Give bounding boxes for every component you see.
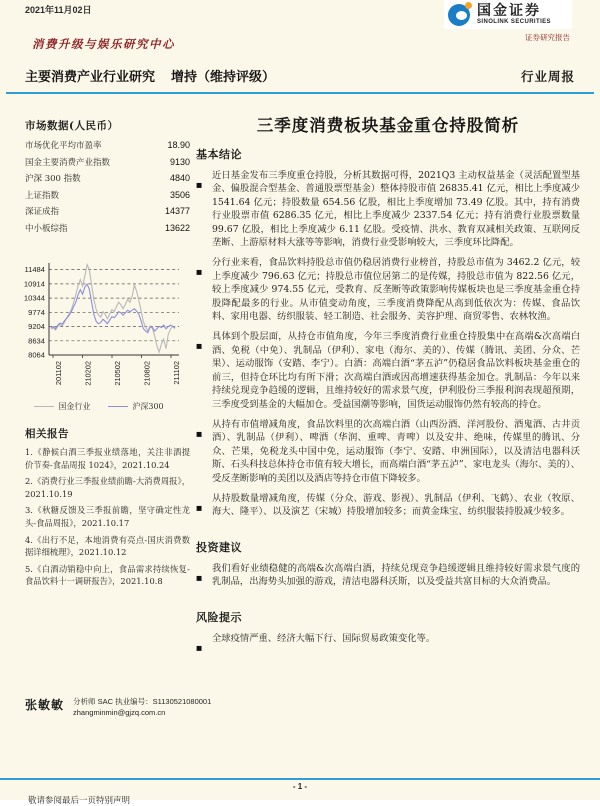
market-data-row — [25, 221, 190, 238]
related-reports — [25, 426, 190, 588]
report-date: 2021年11月02日 — [25, 5, 92, 15]
brand-names — [477, 4, 551, 25]
svg-text:8064: 8064 — [28, 350, 45, 360]
market-data-row — [25, 138, 190, 155]
mini-chart-svg — [9, 257, 189, 395]
bullet-text: 我们看好业绩稳健的高端&次高端白酒，持续兑现竞争趋缓逻辑且维持较好需求景气度的乳制品，出海势头加强的游戏，清洁电器科沃斯，以及受益共富目标的大众消费品。 — [212, 562, 580, 588]
legend-label: 沪深300 — [132, 402, 164, 411]
footer-divider — [0, 778, 600, 780]
market-data-value: 9130 — [169, 156, 190, 167]
bullet-item — [196, 632, 580, 654]
market-data-value: 13622 — [164, 222, 190, 233]
svg-text:211102: 211102 — [172, 361, 181, 385]
analyst-cert: 分析师 SAC 执业编号：S1130521080001 — [73, 697, 212, 706]
market-data-value: 3506 — [169, 189, 190, 200]
bullet-item — [196, 169, 580, 249]
svg-text:10914: 10914 — [23, 279, 45, 289]
related-report-item: 5.《白酒动销稳中向上，食品需求持续恢复-食品饮料十一调研报告》，2021.10.8 — [25, 563, 190, 587]
analyst-name: 张敏敏 — [25, 698, 65, 712]
bullet-item — [196, 256, 580, 323]
legend-item-hs300 — [108, 401, 163, 412]
index-performance-chart — [9, 257, 189, 412]
svg-text:8634: 8634 — [28, 336, 45, 346]
svg-text:10344: 10344 — [23, 293, 45, 303]
market-data-label: 国金主要消费产业指数 — [25, 157, 111, 168]
market-data-label: 市场优化平均市盈率 — [25, 141, 102, 151]
logo-hole — [456, 11, 467, 20]
market-data-row — [25, 155, 190, 172]
related-report-item: 4.《出行不足，本地消费有亮点-国庆消费数据详细梳理》，2021.10.12 — [25, 534, 190, 558]
bullet-item — [196, 492, 580, 519]
section-heading-conclusions: 基本结论 — [196, 148, 242, 161]
sidebar — [25, 118, 190, 592]
market-data-value: 4840 — [169, 173, 190, 183]
report-title-row — [25, 66, 575, 85]
svg-text:9204: 9204 — [28, 322, 45, 332]
bullet-square-icon — [196, 635, 202, 654]
market-data-value: 18.90 — [167, 140, 190, 150]
page-number: - 1 - — [292, 782, 308, 791]
related-report-item: 3.《秋糖反馈及三季报前瞻，坚守确定性龙头-食品周报》，2021.10.17 — [25, 505, 190, 528]
report-rating: 增持（维持评级） — [171, 69, 276, 84]
sinolink-logo-icon — [448, 2, 472, 26]
bullet-text: 从持有市值增减角度，食品饮料里的次高端白酒（山西汾酒、洋河股份、酒鬼酒、古井贡酒）、乳制品（伊利）、啤酒（华润、重啤、青啤）以及安井、绝味，传媒里的腾讯、分众、芒果，免税龙头中国中免，运动服饰（李宁、安踏、申洲国际），以及清洁电器科沃斯、石头科技总体持仓市值有较大增长，而高端白酒“茅五泸”、家电龙头（海尔、美的）、受反垄断影响的美团以及酒店等持仓市值下降较多。 — [212, 418, 580, 484]
report-type-label: 行业周报 — [520, 69, 575, 84]
brand-tagline: 证券研究报告 — [525, 33, 570, 42]
bullet-item — [196, 330, 580, 410]
market-data-label: 深证成指 — [25, 207, 60, 217]
market-data-label: 中小板综指 — [25, 223, 68, 234]
brand-name-en: SINOLINK SECURITIES — [477, 18, 551, 25]
bullet-item — [196, 562, 580, 589]
header-divider — [6, 92, 594, 94]
svg-text:210202: 210202 — [83, 361, 93, 386]
footer-disclaimer: 敬请参阅最后一页特别声明 — [28, 796, 131, 806]
legend-item-gj — [34, 401, 90, 412]
svg-text:11484: 11484 — [24, 265, 45, 275]
chart-legend — [9, 401, 189, 412]
related-report-item: 1.《静候白酒三季报业绩落地，关注非酒提价节奏-食品周报 1024》，2021.10.24 — [25, 447, 190, 470]
svg-text:9774: 9774 — [28, 307, 45, 317]
svg-text:210802: 210802 — [142, 361, 152, 386]
brand-logo-box — [444, 0, 572, 29]
bullet-text: 全球疫情严重、经济大幅下行、国际贸易政策变化等。 — [212, 632, 436, 644]
related-reports-title: 相关报告 — [25, 428, 69, 440]
market-data-row — [25, 188, 190, 205]
section-heading-advice: 投资建议 — [196, 540, 242, 554]
legend-label: 国金行业 — [58, 402, 91, 411]
market-data-value: 14377 — [164, 206, 190, 216]
analyst-details — [73, 696, 211, 718]
market-data-row — [25, 171, 190, 188]
logo-orange-dot — [465, 2, 472, 9]
article-title: 三季度消费板块基金重仓持股简析 — [256, 116, 520, 135]
main-content — [196, 112, 580, 661]
brand-name-cn: 国金证券 — [477, 2, 541, 19]
bullet-square-icon — [196, 565, 202, 589]
related-report-item: 2.《消费行业三季报业绩前瞻-大消费周报》，2021.10.19 — [25, 476, 190, 499]
market-data-label: 沪深 300 指数 — [25, 174, 81, 184]
market-data-title: 市场数据(人民币） — [25, 120, 119, 132]
bullet-square-icon — [196, 172, 202, 249]
bullet-square-icon — [196, 333, 202, 410]
bullet-square-icon — [196, 259, 202, 323]
svg-text:210502: 210502 — [113, 361, 122, 386]
research-center-name: 消费升级与娱乐研究中心 — [32, 37, 175, 51]
bullet-item — [196, 418, 580, 485]
bullet-text: 近日基金发布三季度重仓持股，分析其数据可得，2021Q3 主动权益基金（灵活配置型基金、偏股混合型基金、普通股票型基金）整体持股市值 26835.41 亿元，相比上季度减少 1541.64 亿元；持股数量 654.56 亿股，相比上季度增加 73.49 亿股。其中，持有消费行业股票市值 6286.35 亿元，相比上季度减少 2337.54 亿元；持有消费行业股票数量 99.67 亿股，相比上季度减少 6.11 亿股。受疫情、洪水、教育双减相关政策、互联网反垄断、上游原材料大涨等等影响，消费行业受影响较大，三季度环比降配。 — [212, 170, 580, 249]
bullet-square-icon — [196, 421, 202, 485]
legend-line-gray-icon — [34, 406, 54, 407]
market-data-row — [25, 204, 190, 221]
bullet-text: 分行业来看，食品饮料持股总市值仍稳居消费行业榜首，持股总市值为 3462.2 亿元，较上季度减少 796.63 亿元；持股总市值位居第二的是传媒，持股总市值为 822.56 亿元，较上季度减少 974.55 亿元，受教育、反垄断等政策影响传媒板块也是三季度基金重仓持股降配最多的行业。从市值变动角度，三季度消费降配从高到低依次为：传媒、食品饮料、家用电器、纺织服装、轻工制造、社会服务、美容护理、商贸零售、农林牧渔。 — [212, 257, 580, 323]
bullet-text: 具体到个股层面，从持仓市值角度，今年三季度消费行业重仓持股集中在高端&次高端白酒、免税（中免）、乳制品（伊利）、家电（海尔、美的）、传媒（腾讯、美团、分众、芒果）、运动服饰（安踏、李宁）。白酒：高端白酒“茅五泸”仍稳居食品饮料板块基金重仓的前三，但持仓环比均有所下滑；次高端白酒或因高增速获得基金加仓。乳制品：今年以来持续兑现竞争趋缓的逻辑，且维持较好的需求景气度，伊利股份三季报利润表现超预期，三季度受到基金的大幅加仓。受益国潮等影响，国货运动服饰仍然有较高的持仓。 — [212, 331, 580, 410]
analyst-email: zhangminmin@gjzq.com.cn — [73, 708, 166, 717]
svg-text:201102: 201102 — [54, 361, 63, 386]
report-title-left: 主要消费产业行业研究 — [25, 69, 156, 84]
analyst-block — [25, 696, 211, 718]
section-heading-risk: 风险提示 — [196, 610, 242, 624]
brand-block — [444, 0, 572, 43]
legend-line-blue-icon — [108, 406, 128, 407]
bullet-text: 从持股数量增减角度，传媒（分众、游戏、影视）、乳制品（伊利、飞鹤）、农业（牧原、海大、隆平）、以及演艺（宋城）持股增加较多；而黄金珠宝、纺织服装持股减少较多。 — [212, 492, 580, 518]
market-data-label: 上证指数 — [25, 190, 60, 201]
bullet-square-icon — [196, 495, 202, 519]
